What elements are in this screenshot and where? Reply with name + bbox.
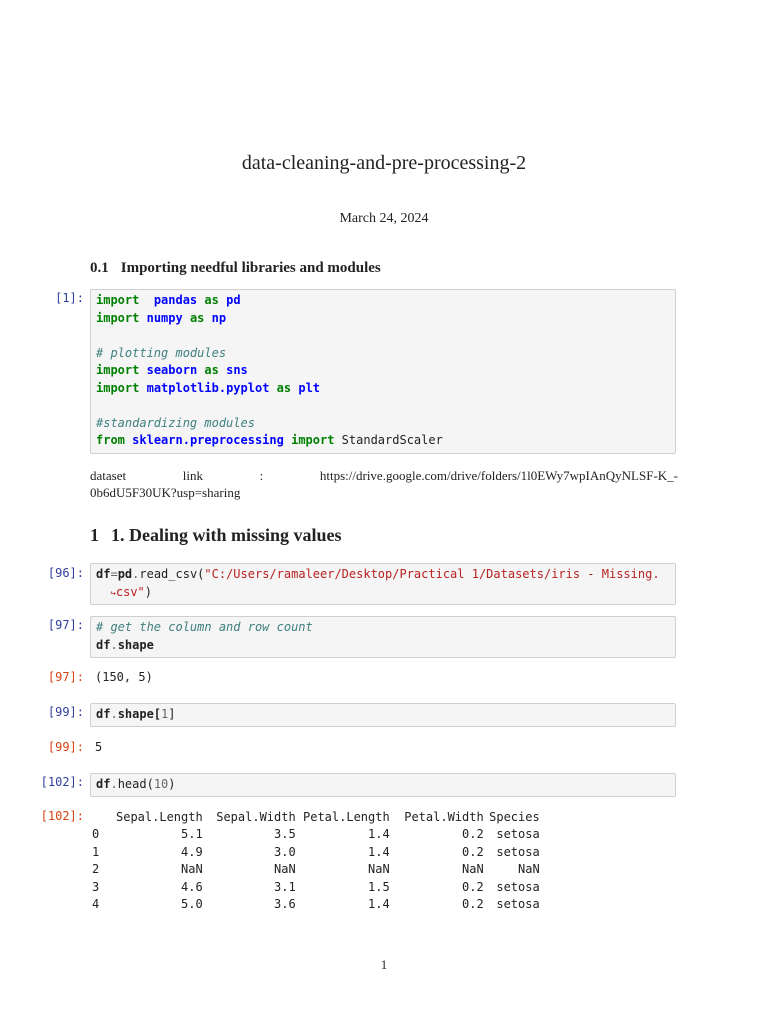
code-string: csv" <box>115 584 145 599</box>
code-token <box>139 311 146 325</box>
table-cell: 3.0 <box>274 844 296 859</box>
code-line <box>96 345 670 363</box>
table-column-header <box>92 808 116 826</box>
output-prompt-102: [102]: <box>40 809 84 823</box>
table-cell: 1.4 <box>368 844 390 859</box>
code-token: = <box>110 567 118 581</box>
table-cell: 3 <box>92 879 100 894</box>
table-cell: 0 <box>92 827 100 842</box>
table-row <box>92 861 540 879</box>
code-token: # plotting modules <box>96 345 227 360</box>
code-string: "C:/Users/ramaleer/Desktop/Practical 1/Datasets/iris - Missing. <box>204 567 660 581</box>
code-token <box>139 293 153 307</box>
code-token <box>204 311 211 325</box>
table-cell: 2 <box>92 862 100 877</box>
code-token <box>284 433 291 447</box>
code-cell-102[interactable] <box>90 773 676 797</box>
code-token: pandas <box>153 293 198 307</box>
code-cell-96[interactable] <box>90 563 676 605</box>
code-line <box>96 292 670 310</box>
code-token: from <box>96 433 125 447</box>
code-line <box>96 415 670 433</box>
code-cell-97[interactable] <box>90 616 676 658</box>
table-column-header: Petal.Width <box>404 809 484 824</box>
code-token: head( <box>117 777 154 791</box>
page-number: 1 <box>380 957 388 972</box>
code-token: ] <box>168 707 176 721</box>
table-cell: 0.2 <box>462 879 484 894</box>
table-cell: 4.9 <box>181 844 203 859</box>
code-token: #standardizing modules <box>96 415 255 430</box>
table-cell: 0.2 <box>462 897 484 912</box>
code-token: matplotlib.pyplot <box>146 380 270 395</box>
code-token: shape <box>117 637 154 652</box>
code-token: shape[ <box>117 707 162 721</box>
code-token: as <box>204 363 219 377</box>
code-token: . <box>132 567 140 581</box>
table-column-header: Sepal.Width <box>216 809 296 824</box>
code-token <box>269 381 276 395</box>
section-title: Importing needful libraries and modules <box>120 260 381 276</box>
code-token: df <box>96 777 111 791</box>
output-prompt-99: [99]: <box>47 740 84 754</box>
code-line <box>96 397 670 415</box>
table-cell: 0.2 <box>462 844 484 859</box>
section-number: 0.1 <box>90 260 109 276</box>
input-prompt-102: [102]: <box>40 775 84 789</box>
input-prompt-1: [1]: <box>55 291 84 305</box>
table-cell: 1 <box>92 844 100 859</box>
table-cell: setosa <box>496 879 540 894</box>
code-line <box>96 380 670 398</box>
code-token: as <box>189 310 205 325</box>
code-line <box>96 310 670 328</box>
code-cell-1[interactable] <box>90 289 676 454</box>
section-number: 1 <box>90 525 99 545</box>
line-continuation-icon: ↪ <box>110 588 116 599</box>
table-row <box>92 896 540 914</box>
code-token: pd <box>226 293 241 307</box>
input-prompt-99: [99]: <box>47 705 84 719</box>
section-title: 1. Dealing with missing values <box>111 525 342 545</box>
code-line <box>96 327 670 345</box>
code-token: import <box>96 310 140 325</box>
code-token: ) <box>168 777 176 791</box>
code-token: pd <box>117 567 133 581</box>
table-cell: setosa <box>496 897 540 912</box>
code-token: df <box>96 707 111 721</box>
code-token: import <box>291 433 335 447</box>
code-comment: # get the column and row count <box>96 620 313 634</box>
code-token: read_csv( <box>139 567 205 581</box>
code-token: import <box>96 293 140 307</box>
dataframe-output-table <box>92 808 540 913</box>
code-token: import <box>96 380 140 395</box>
code-token <box>139 363 146 377</box>
code-token <box>183 311 190 325</box>
table-cell: 1.4 <box>368 827 390 842</box>
code-token: . <box>110 777 118 791</box>
code-token <box>139 381 146 395</box>
input-prompt-97: [97]: <box>47 618 84 632</box>
code-token: sns <box>226 363 248 377</box>
code-token: sklearn.preprocessing <box>132 433 284 447</box>
link-word: link <box>182 468 203 483</box>
code-token: np <box>211 310 227 325</box>
table-cell: 3.6 <box>274 897 296 912</box>
code-token: df <box>96 567 111 581</box>
dataset-url-part1[interactable]: https://drive.google.com/drive/folders/1l0EWy7wpIAnQyNLSF-K_- <box>319 468 678 483</box>
table-cell: NaN <box>368 862 390 877</box>
table-cell: NaN <box>518 862 540 877</box>
table-cell: 4.6 <box>181 879 203 894</box>
document-title: data-cleaning-and-pre-processing-2 <box>241 152 527 174</box>
code-token: StandardScaler <box>334 433 443 447</box>
table-cell: 1.4 <box>368 897 390 912</box>
table-column-header: Petal.Length <box>303 809 390 824</box>
dataset-word: dataset <box>90 468 127 483</box>
code-token: as <box>276 380 292 395</box>
table-row <box>92 843 540 861</box>
dataset-url-part2[interactable]: 0b6dU5F30UK?usp=sharing <box>90 485 241 500</box>
input-prompt-96: [96]: <box>47 566 84 580</box>
code-token: . <box>110 707 118 721</box>
table-column-header: Species <box>489 809 540 824</box>
table-cell: 5.1 <box>181 827 203 842</box>
section-heading-0-1 <box>90 260 381 277</box>
table-row <box>92 878 540 896</box>
document-date: March 24, 2024 <box>339 211 429 226</box>
output-99: 5 <box>95 740 103 754</box>
table-cell: 3.5 <box>274 827 296 842</box>
table-cell: 1.5 <box>368 879 390 894</box>
code-line <box>96 362 670 380</box>
code-number: 10 <box>153 777 169 791</box>
table-cell: NaN <box>462 862 484 877</box>
table-cell: 4 <box>92 897 100 912</box>
table-cell: setosa <box>496 844 540 859</box>
code-token: seaborn <box>146 363 198 377</box>
output-prompt-97: [97]: <box>47 670 84 684</box>
table-cell: setosa <box>496 827 540 842</box>
code-line <box>96 432 670 450</box>
code-token: ) <box>144 584 153 599</box>
colon: : <box>259 468 264 483</box>
code-token <box>219 293 226 307</box>
code-token: import <box>96 363 140 377</box>
code-token <box>219 363 226 377</box>
code-token: numpy <box>146 310 183 325</box>
code-token: as <box>204 293 219 307</box>
table-cell: 3.1 <box>274 879 296 894</box>
table-cell: 5.0 <box>181 897 203 912</box>
table-row <box>92 826 540 844</box>
code-number: 1 <box>161 707 169 721</box>
table-cell: NaN <box>181 862 203 877</box>
section-heading-1 <box>90 525 342 546</box>
code-token: . <box>110 637 118 652</box>
code-token: df <box>96 637 111 652</box>
table-header-row <box>92 808 540 826</box>
code-cell-99[interactable] <box>90 703 676 727</box>
table-column-header: Sepal.Length <box>116 809 203 824</box>
table-cell: 0.2 <box>462 827 484 842</box>
table-cell: NaN <box>274 862 296 877</box>
dataset-link-paragraph <box>90 467 678 501</box>
code-token: plt <box>298 380 321 395</box>
output-97: (150, 5) <box>95 670 153 684</box>
